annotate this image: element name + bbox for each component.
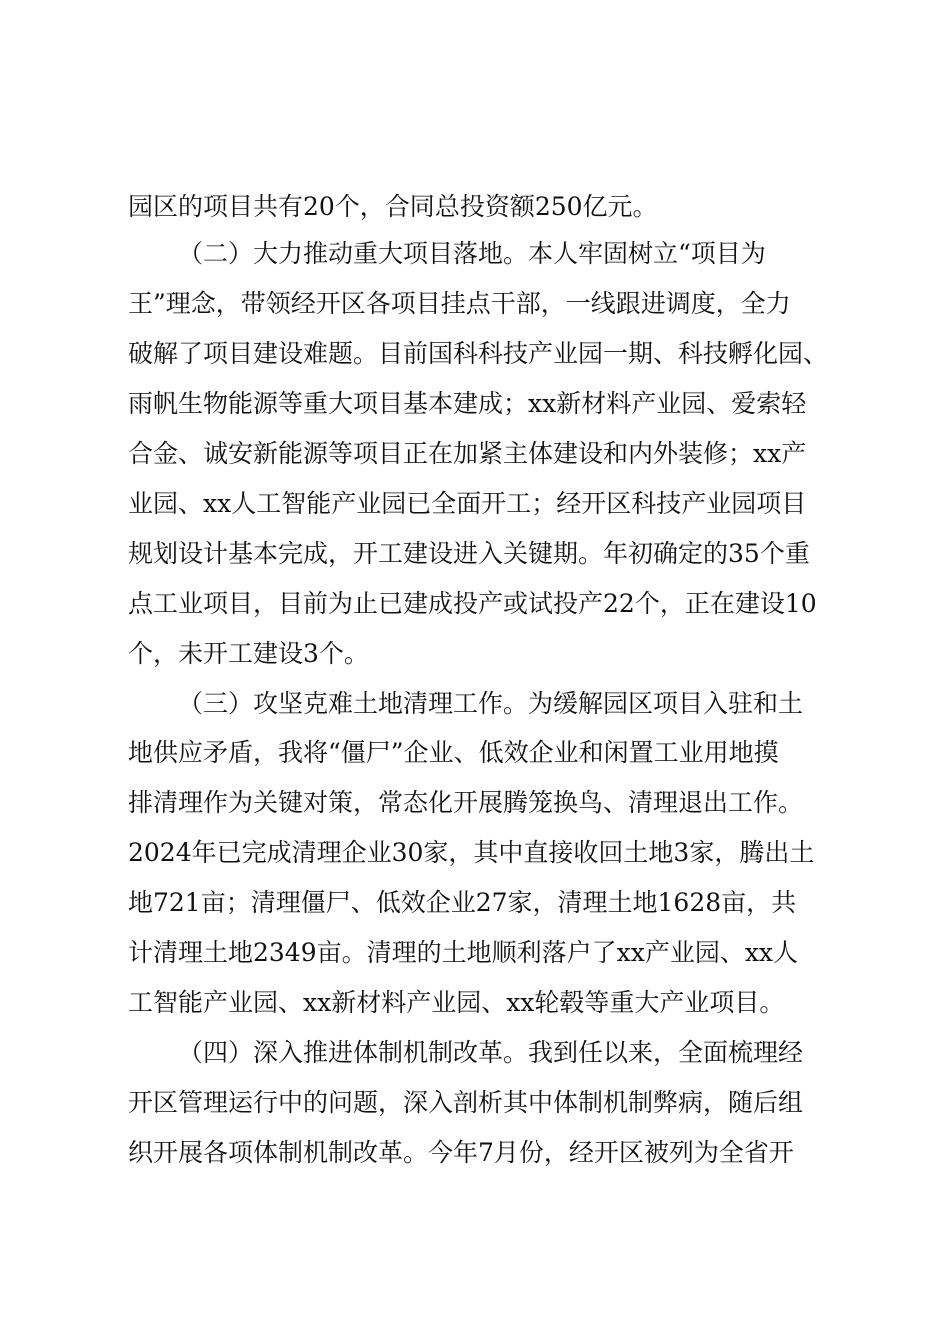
text-line: 王”理念，带领经开区各项目挂点干部，一线跟进调度，全力 <box>128 289 791 318</box>
text-line: 排清理作为关键对策，常态化开展腾笼换鸟、清理退出工作。 <box>128 788 804 817</box>
text-line: 地供应矛盾，我将“僵尸”企业、低效企业和闲置工业用地摸 <box>128 738 779 767</box>
text-line: 规划设计基本完成，开工建设进入关键期。年初确定的35个重 <box>128 539 810 568</box>
text-line: （三）攻坚克难土地清理工作。为缓解园区项目入驻和土 <box>178 689 804 718</box>
text-line: 2024年已完成清理企业30家，其中直接收回土地3家，腾出土 <box>128 838 815 867</box>
text-line: 业园、xx人工智能产业园已全面开工；经开区科技产业园项目 <box>128 489 807 518</box>
text-line: 工智能产业园、xx新材料产业园、xx轮毂等重大产业项目。 <box>128 988 785 1017</box>
text-line: 开区管理运行中的问题，深入剖析其中体制机制弊病，随后组 <box>128 1088 804 1117</box>
text-line: 地721亩；清理僵尸、低效企业27家，清理土地1628亩，共 <box>128 888 797 917</box>
text-line: 织开展各项体制机制改革。今年7月份，经开区被列为全省开 <box>128 1138 794 1167</box>
text-line: 计清理土地2349亩。清理的土地顺利落户了xx产业园、xx人 <box>128 938 799 967</box>
text-line: 个，未开工建设3个。 <box>128 639 369 668</box>
text-line: （四）深入推进体制机制改革。我到任以来，全面梳理经 <box>178 1038 804 1067</box>
text-line: 点工业项目，目前为止已建成投产或试投产22个，正在建设10 <box>128 589 817 618</box>
text-line: （二）大力推动重大项目落地。本人牢固树立“项目为 <box>178 239 766 268</box>
text-line: 雨帆生物能源等重大项目基本建成；xx新材料产业园、爱索轻 <box>128 389 807 418</box>
text-line: 破解了项目建设难题。目前国科科技产业园一期、科技孵化园、 <box>128 339 829 368</box>
text-line: 合金、诚安新能源等项目正在加紧主体建设和内外装修；xx产 <box>128 439 807 468</box>
text-line: 园区的项目共有20个，合同总投资额250亿元。 <box>128 192 658 221</box>
